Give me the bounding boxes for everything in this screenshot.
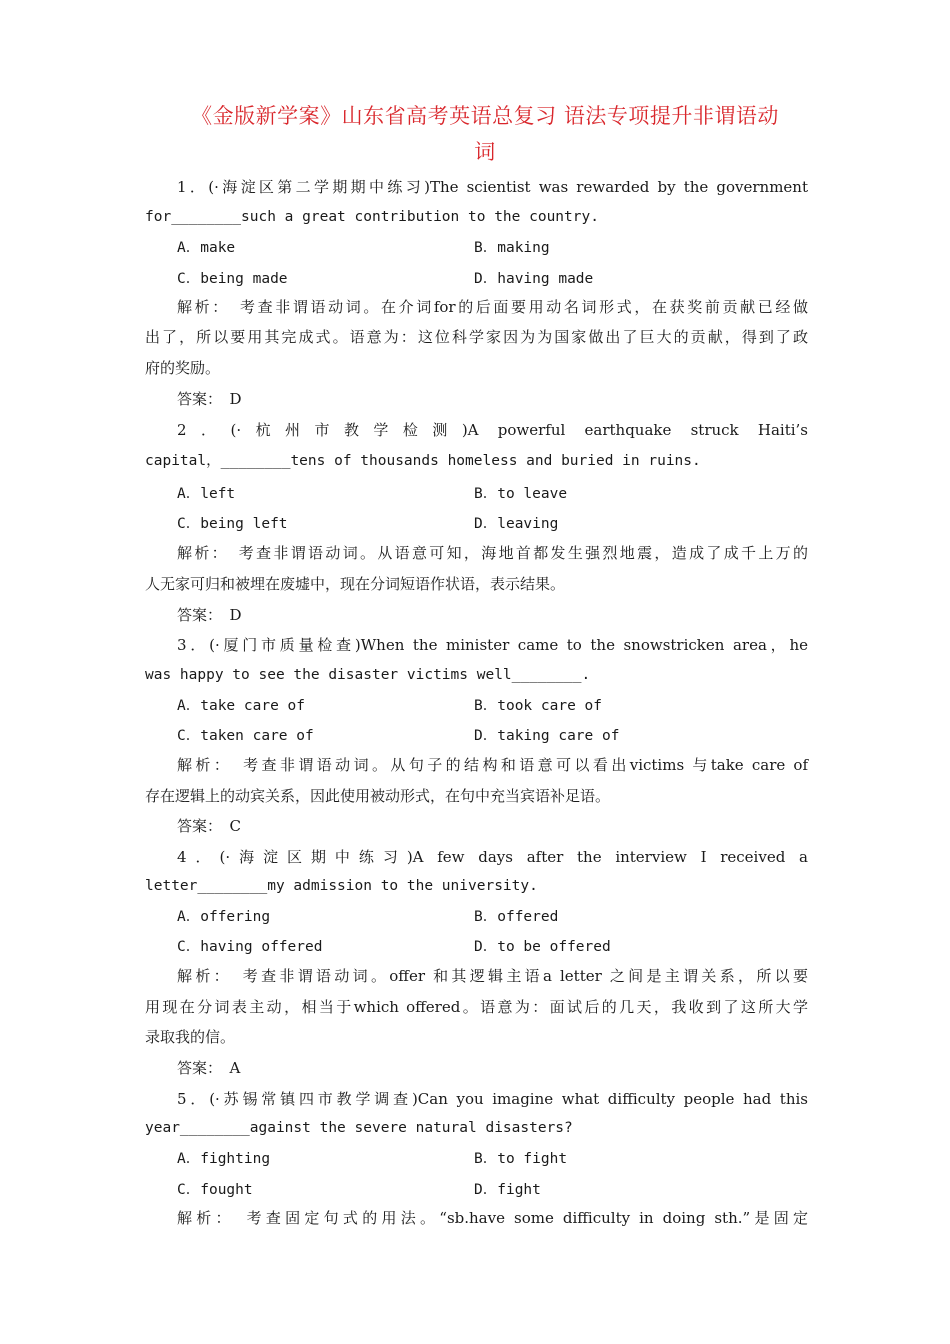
question-2-option-d: D．leaving bbox=[474, 516, 559, 532]
question-4-answer: 答案： A bbox=[177, 1059, 241, 1077]
question-4-option-d: D．to be offered bbox=[474, 939, 611, 955]
question-1-option-b: B．making bbox=[474, 240, 550, 256]
question-5-option-d: D．fight bbox=[474, 1182, 541, 1198]
question-3-answer: 答案： C bbox=[177, 817, 241, 835]
question-5-option-b: B．to fight bbox=[474, 1151, 568, 1167]
question-1-stem-line-2: for________such a great contribution to the country. bbox=[145, 209, 599, 225]
question-3-analysis-line-1: 解析： 考查非谓语动词。从句子的结构和语意可以看出victims 与take care of bbox=[177, 756, 808, 774]
question-2-stem-line-1: 2．(·杭州市教学检测)A powerful earthquake struck Haiti’s bbox=[177, 421, 808, 439]
question-1-answer: 答案： D bbox=[177, 390, 242, 408]
question-2-option-b: B．to leave bbox=[474, 486, 568, 502]
question-1-option-c: C．being made bbox=[177, 271, 288, 287]
question-2-stem-line-2: capital，________tens of thousands homeless and buried in ruins. bbox=[145, 453, 701, 469]
question-2-answer: 答案： D bbox=[177, 606, 242, 624]
question-3-option-b: B．took care of bbox=[474, 698, 602, 714]
question-4-option-b: B．offered bbox=[474, 909, 559, 925]
question-5-option-a: A．fighting bbox=[177, 1151, 271, 1167]
question-4-analysis-line-1: 解析： 考查非谓语动词。offer 和其逻辑主语a letter 之间是主谓关系，所以要 bbox=[177, 967, 808, 985]
question-3-analysis-line-2: 存在逻辑上的动宾关系，因此使用被动形式，在句中充当宾语补足语。 bbox=[145, 787, 611, 805]
question-1-option-a: A．make bbox=[177, 240, 236, 256]
question-4-option-c: C．having offered bbox=[177, 939, 323, 955]
question-3-stem-line-1: 3．(·厦门市质量检查)When the minister came to the snowstricken area，he bbox=[177, 636, 808, 654]
question-1-analysis-line-3: 府的奖励。 bbox=[145, 359, 221, 377]
question-3-option-c: C．taken care of bbox=[177, 728, 314, 744]
question-2-analysis-line-2: 人无家可归和被埋在废墟中，现在分词短语作状语，表示结果。 bbox=[145, 575, 566, 593]
document-title bbox=[150, 98, 820, 170]
question-2-option-a: A．left bbox=[177, 486, 236, 502]
question-5-analysis-line-1: 解析： 考查固定句式的用法。“sb.have some difficulty in doing sth.”是固定 bbox=[177, 1209, 808, 1227]
question-3-option-d: D．taking care of bbox=[474, 728, 620, 744]
question-1-stem-line-1: 1．(·海淀区第二学期期中练习)The scientist was rewarded by the government bbox=[177, 178, 808, 196]
question-5-stem-line-2: year________against the severe natural disasters? bbox=[145, 1120, 573, 1136]
question-5-option-c: C．fought bbox=[177, 1182, 253, 1198]
question-2-option-c: C．being left bbox=[177, 516, 288, 532]
question-3-stem-line-2: was happy to see the disaster victims well________. bbox=[145, 667, 591, 683]
question-5-stem-line-1: 5．(·苏锡常镇四市教学调查)Can you imagine what difficulty people had this bbox=[177, 1090, 808, 1108]
question-4-analysis-line-2: 用现在分词表主动，相当于which offered。语意为：面试后的几天，我收到了这所大学 bbox=[145, 998, 808, 1016]
question-1-analysis-line-1: 解析： 考查非谓语动词。在介词for的后面要用动名词形式，在获奖前贡献已经做 bbox=[177, 298, 808, 316]
question-4-stem-line-1: 4．(·海淀区期中练习)A few days after the interview I received a bbox=[177, 848, 808, 866]
question-2-analysis-line-1: 解析： 考查非谓语动词。从语意可知，海地首都发生强烈地震，造成了成千上万的 bbox=[177, 544, 808, 562]
question-4-option-a: A．offering bbox=[177, 909, 271, 925]
question-4-analysis-line-3: 录取我的信。 bbox=[145, 1028, 236, 1046]
title-line-2: 词 bbox=[474, 140, 496, 164]
question-1-analysis-line-2: 出了，所以要用其完成式。语意为：这位科学家因为为国家做出了巨大的贡献，得到了政 bbox=[145, 328, 808, 346]
question-1-option-d: D．having made bbox=[474, 271, 594, 287]
title-line-1: 《金版新学案》山东省高考英语总复习 语法专项提升非谓语动 bbox=[191, 104, 779, 128]
question-4-stem-line-2: letter________my admission to the university. bbox=[145, 878, 538, 894]
question-3-option-a: A．take care of bbox=[177, 698, 305, 714]
